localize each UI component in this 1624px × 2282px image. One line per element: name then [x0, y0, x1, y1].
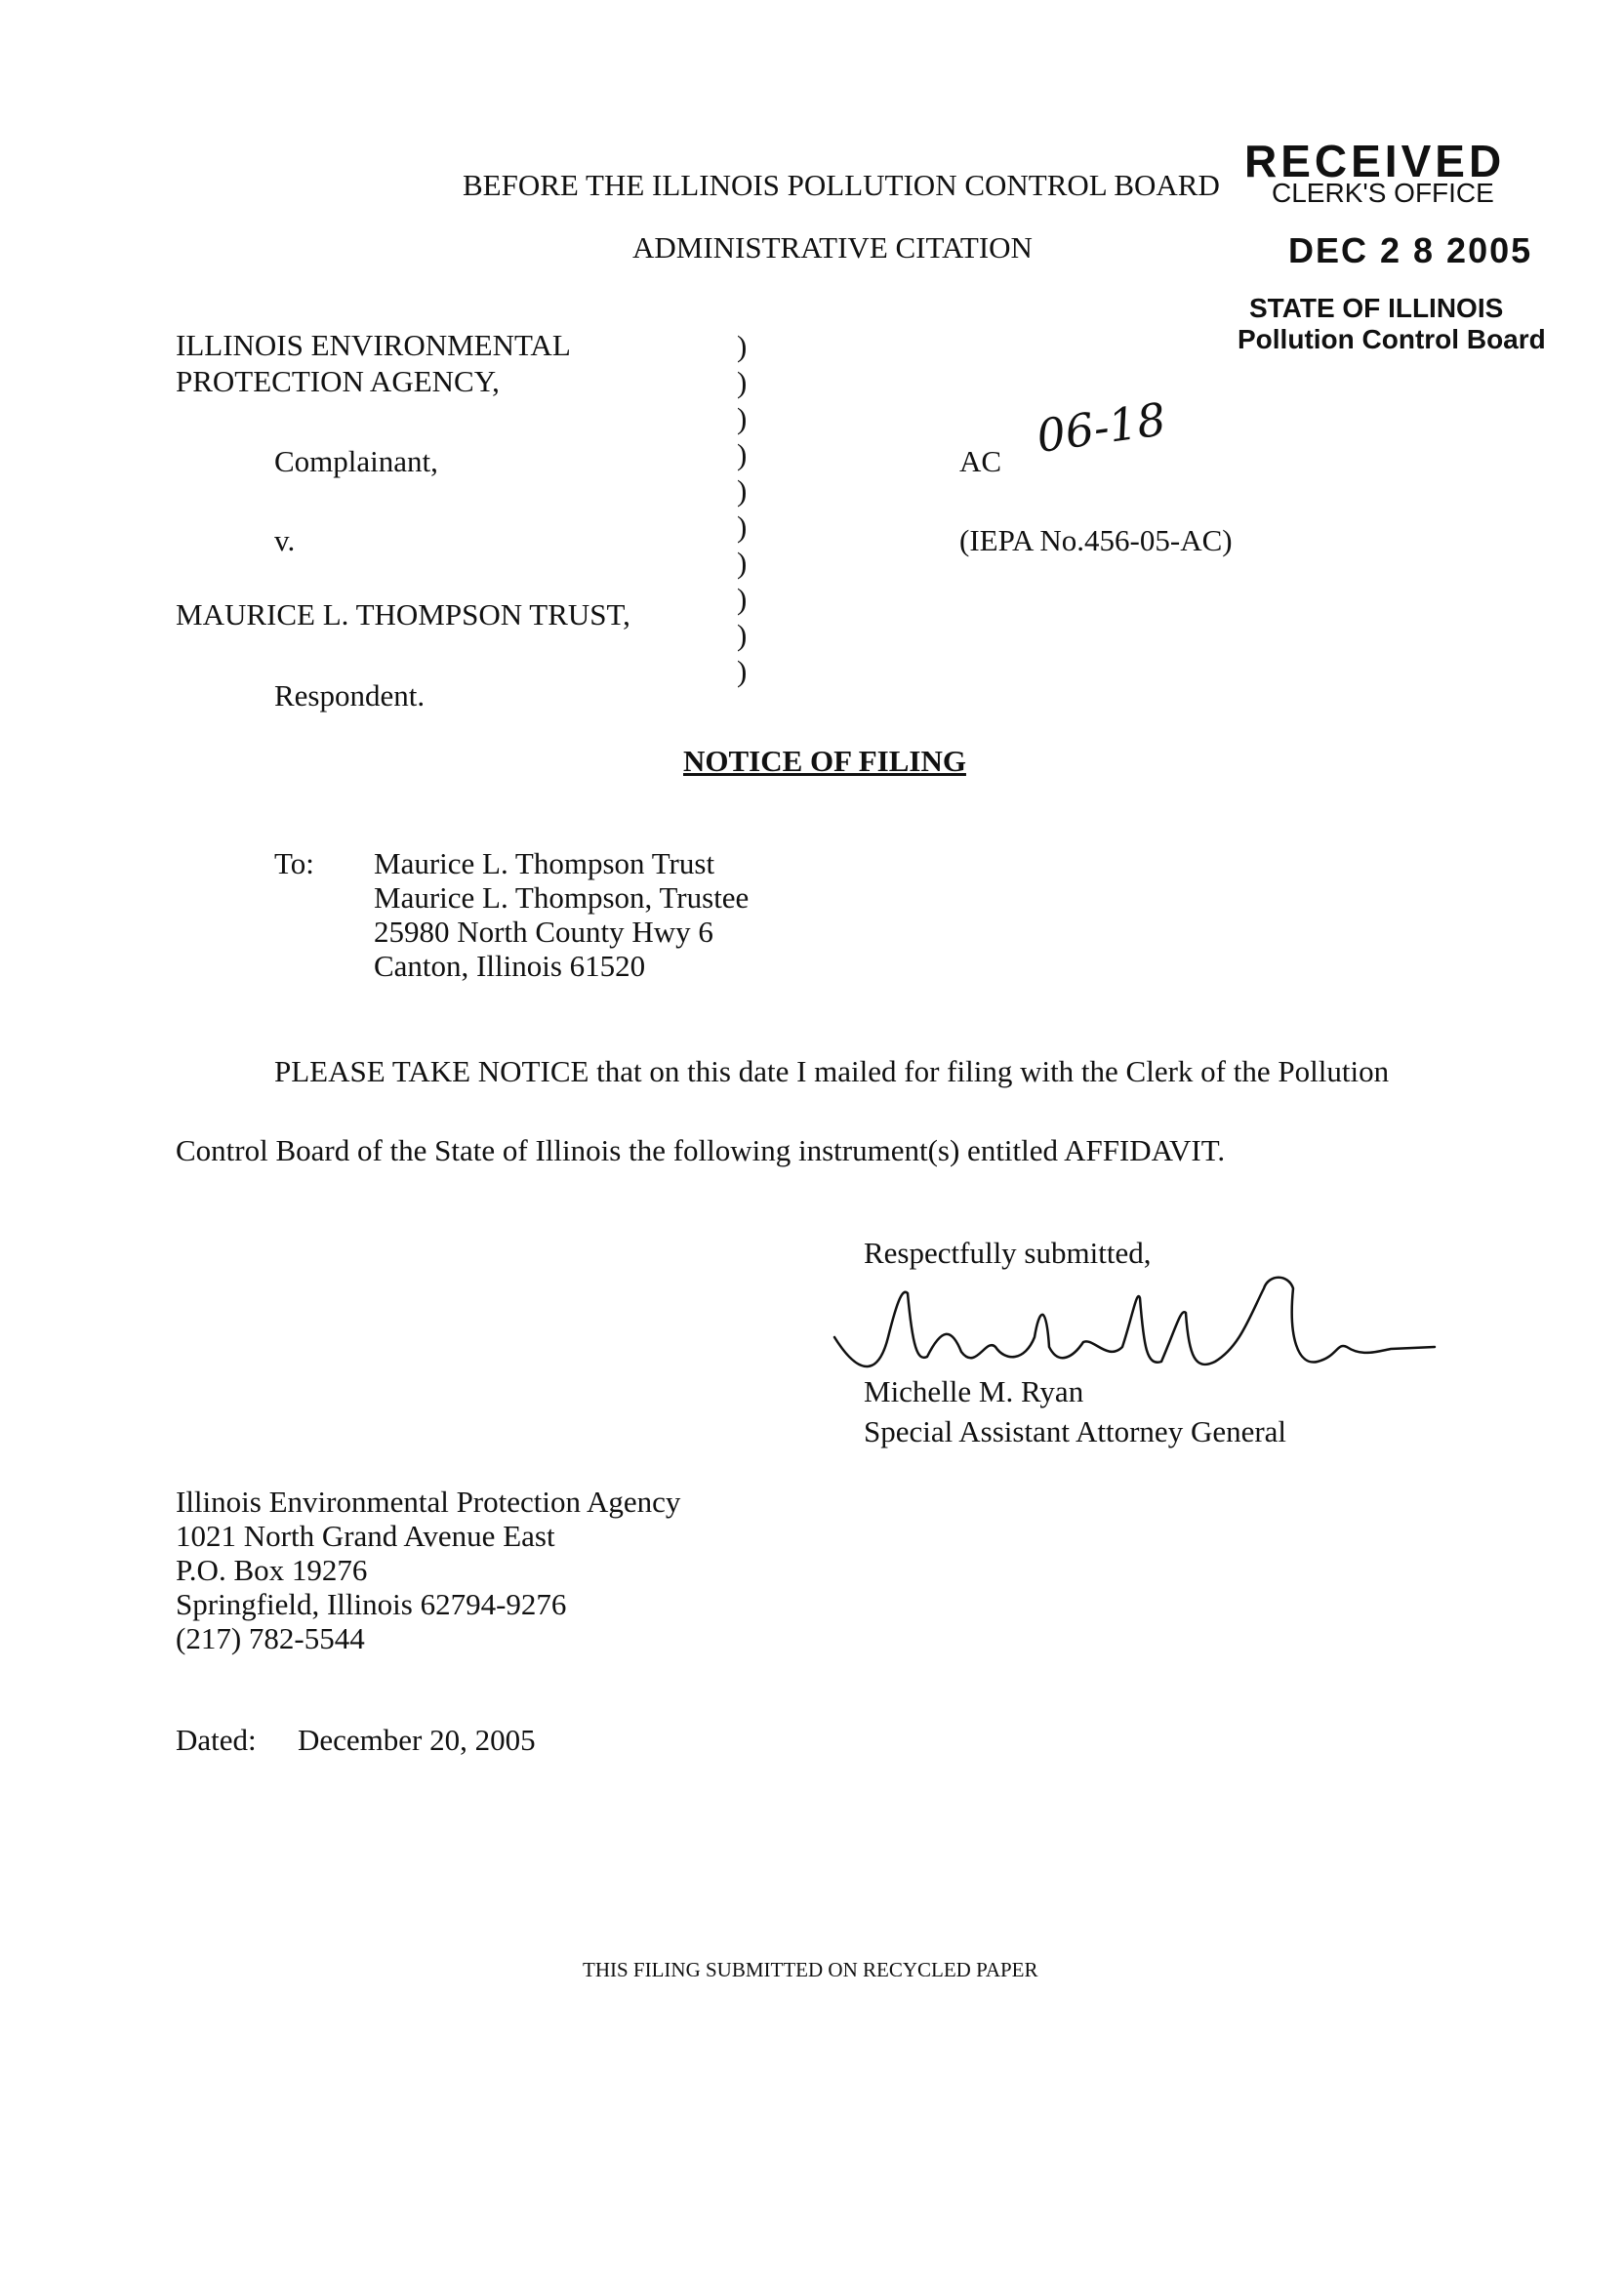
closing: Respectfully submitted, [864, 1236, 1152, 1270]
case-number-handwritten: 06-18 [1033, 392, 1169, 463]
paren: ) [737, 654, 748, 688]
respondent-name: MAURICE L. THOMPSON TRUST, [176, 597, 630, 632]
notice-title: NOTICE OF FILING [683, 744, 966, 778]
paren: ) [737, 437, 748, 471]
to-label: To: [274, 846, 314, 880]
paren: ) [737, 509, 748, 544]
paren: ) [737, 329, 748, 363]
dated-value: December 20, 2005 [298, 1723, 536, 1757]
complainant-line2: PROTECTION AGENCY, [176, 364, 500, 398]
stamp-board: Pollution Control Board [1238, 324, 1546, 354]
agency-line: 1021 North Grand Avenue East [176, 1519, 555, 1553]
to-line: Canton, Illinois 61520 [374, 949, 646, 983]
paren: ) [737, 618, 748, 652]
stamp-office: CLERK'S OFFICE [1272, 178, 1494, 208]
dated-label: Dated: [176, 1723, 257, 1757]
paren: ) [737, 473, 748, 508]
paren: ) [737, 546, 748, 580]
agency-line: Illinois Environmental Protection Agency [176, 1485, 681, 1519]
to-line: Maurice L. Thompson, Trustee [374, 880, 750, 915]
paren: ) [737, 365, 748, 399]
agency-line: P.O. Box 19276 [176, 1553, 368, 1587]
agency-line: Springfield, Illinois 62794-9276 [176, 1587, 567, 1621]
to-line: 25980 North County Hwy 6 [374, 915, 713, 949]
notice-body-line2: Control Board of the State of Illinois the following instrument(s) entitled AFFIDAVIT. [176, 1133, 1226, 1167]
paren: ) [737, 582, 748, 616]
citation-heading: ADMINISTRATIVE CITATION [632, 230, 1033, 265]
iepa-number: (IEPA No.456-05-AC) [959, 523, 1233, 557]
to-line: Maurice L. Thompson Trust [374, 846, 715, 880]
case-prefix: AC [959, 444, 1002, 478]
paren: ) [737, 401, 748, 435]
versus: v. [274, 523, 296, 557]
caption-parentheses [737, 328, 747, 689]
signer-title: Special Assistant Attorney General [864, 1414, 1287, 1448]
complainant-role: Complainant, [274, 444, 438, 478]
stamp-state: STATE OF ILLINOIS [1249, 293, 1504, 323]
signer-name: Michelle M. Ryan [864, 1374, 1084, 1408]
stamp-date: DEC 2 8 2005 [1288, 230, 1533, 270]
board-heading: BEFORE THE ILLINOIS POLLUTION CONTROL BOARD [463, 168, 1220, 202]
respondent-role: Respondent. [274, 678, 426, 713]
footer-note: THIS FILING SUBMITTED ON RECYCLED PAPER [583, 1958, 1038, 1981]
notice-body-line1: PLEASE TAKE NOTICE that on this date I mailed for filing with the Clerk of the Pollution [274, 1054, 1390, 1088]
complainant-line1: ILLINOIS ENVIRONMENTAL [176, 328, 571, 362]
stamp-received: RECEIVED [1244, 136, 1506, 186]
signature-scribble [830, 1269, 1444, 1386]
agency-line: (217) 782-5544 [176, 1621, 365, 1655]
